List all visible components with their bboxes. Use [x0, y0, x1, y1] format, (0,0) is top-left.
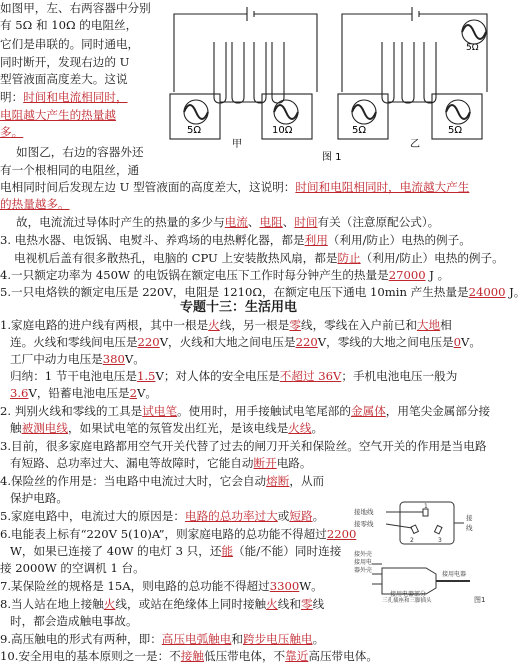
- svg-text:接外壳: 接外壳: [354, 551, 373, 558]
- text-line: 8.当人站在地上接触火线，或站在绝缘体上同时接触火线和零线: [0, 597, 325, 611]
- text-line: 2. 判别火线和零线的工具是试电笔。使用时，用手接触试电笔尾部的金属体，用笔尖金属部分接: [0, 404, 491, 418]
- resistor-label: 5Ω: [466, 43, 479, 53]
- text-line: 有一个根相同的电阻丝，通: [0, 163, 140, 177]
- svg-text:1: 1: [424, 503, 428, 510]
- text-line: 4.一只额定功率为 450W 的电饭锅在额定电压下工作时每分钟产生的热量是27000 J 。: [0, 268, 450, 282]
- figure-label: 甲: [232, 139, 242, 150]
- svg-text:器外壳: 器外壳: [354, 567, 373, 574]
- svg-text:接: 接: [466, 514, 473, 522]
- text-line: 型管液面高度差大。这说: [0, 72, 128, 86]
- text-line: 3.目前，很多家庭电路都用空气开关代替了过去的闸刀开关和保险丝。空气开关的作用是当电路: [0, 439, 487, 453]
- svg-text:图1: 图1: [474, 596, 486, 604]
- text-line: 10.安全用电的基本原则之一是：不接触低压带电体，不靠近高压带电体。: [0, 649, 378, 663]
- text-line: 有短路、总功率过大、漏电等故障时，它能自动断开电路。: [10, 456, 312, 470]
- answer-line: 多。: [0, 125, 24, 139]
- text-line: 如图乙，右边的容器外还: [16, 145, 144, 159]
- text-line: 9.高压触电的形式有两种，即：高压电弧触电和跨步电压触电。: [0, 632, 325, 646]
- svg-text:接用电: 接用电: [354, 559, 373, 566]
- svg-text:接地线: 接地线: [354, 508, 374, 516]
- svg-text:接用电器: 接用电器: [442, 571, 467, 578]
- text-line: 3.6V，铅蓄电池电压是2V。: [10, 386, 157, 400]
- text-line: 电视机后盖有很多散热孔，电脑的 CPU 上安装散热风扇，都是防止（利用/防止）电热的例子。: [14, 251, 504, 265]
- text-line: 电相同时间后发现左边 U 型管液面的高度差大，这说明：时间和电阻相同时，电流越大产生: [0, 180, 470, 194]
- text-line: 4.保险丝的作用是：当电路中电流过大时，它会自动熔断，从而: [0, 474, 325, 488]
- svg-text:接零线: 接零线: [354, 520, 374, 528]
- text-line: 归纳：1 节干电池电压是1.5V；对人体的安全电压是不超过 36V；手机电池电压一般为: [10, 369, 458, 383]
- text-line: 如图甲，左、右两容器中分别: [0, 1, 151, 15]
- svg-text:接用电器部分: 接用电器部分: [390, 591, 427, 598]
- text-line: 同时断开，发现右边的 U: [0, 55, 130, 69]
- text-line: 接 2000W 的空调机 1 台。: [0, 561, 145, 575]
- text-line: 触被测电线，如果试电笔的氖管发出红光，是该电线是火线。: [10, 421, 324, 435]
- plug-figure: [352, 498, 498, 604]
- text-line: 5.一只电烙铁的额定电压是 220V，电阻是 1210Ω，在额定电压下通电 10min 产生热量是24000 J。: [0, 285, 525, 299]
- text-line: 3. 电热水器、电饭锅、电熨斗、养鸡场的电热孵化器，都是利用（利用/防止）电热的例子。: [0, 233, 471, 247]
- svg-text:线: 线: [466, 524, 473, 532]
- text-line: 工厂中动力电压是380V。: [10, 352, 145, 366]
- resistor-label: 5Ω: [187, 125, 202, 136]
- text-line: 连。火线和零线间电压是220V，火线和大地之间电压是220V，零线的大地之间电压是0V。: [10, 335, 481, 349]
- svg-text:2: 2: [410, 537, 414, 544]
- text-line: 7.某保险丝的规格是 15A，则电路的总功能不得超过3300W。: [0, 579, 323, 593]
- figure-label: 乙: [410, 139, 420, 150]
- resistor-label: 10Ω: [272, 125, 293, 136]
- svg-text:3: 3: [438, 537, 442, 544]
- resistor-label: 5Ω: [352, 125, 367, 136]
- figure-caption: 图 1: [322, 152, 342, 163]
- answer-line: 的热量越多。: [0, 197, 70, 211]
- svg-text:三孔插座和三脚插头: 三孔插座和三脚插头: [382, 598, 432, 604]
- text-line: W，如果已连接了 40W 的电灯 3 只，还能（能/不能）同时连接: [10, 544, 342, 558]
- text-line: 6.电能表上标有“220V 5(10)A”，则家庭电路的总功能不得超过2200: [0, 527, 357, 541]
- section-title: 专题十三：生活用电: [180, 300, 298, 315]
- text-line: 5.家庭电路中，电流过大的原因是：电路的总功率过大或短路。: [0, 509, 325, 523]
- text-line: 它们是串联的。同时通电，: [0, 37, 140, 51]
- answer-line: 电阻越大产生的热量越: [0, 108, 116, 122]
- text-line: 1.家庭电路的进户线有两根，其中一根是火线，另一根是零线，零线在入户前已和大地相: [0, 318, 452, 332]
- experiment-figure: [162, 2, 498, 167]
- text-line: 有 5Ω 和 10Ω 的电阻丝，: [0, 18, 138, 32]
- resistor-label: 5Ω: [448, 125, 463, 136]
- text-line: 保护电路。: [10, 491, 68, 505]
- text-line: 明：时间和电流相同时，: [0, 90, 128, 104]
- text-line: 故，电流流过导体时产生的热量的多少与电流、电阻、时间有关（注意原配公式）。: [16, 215, 440, 229]
- text-line: 时，都会造成触电事故。: [10, 614, 138, 628]
